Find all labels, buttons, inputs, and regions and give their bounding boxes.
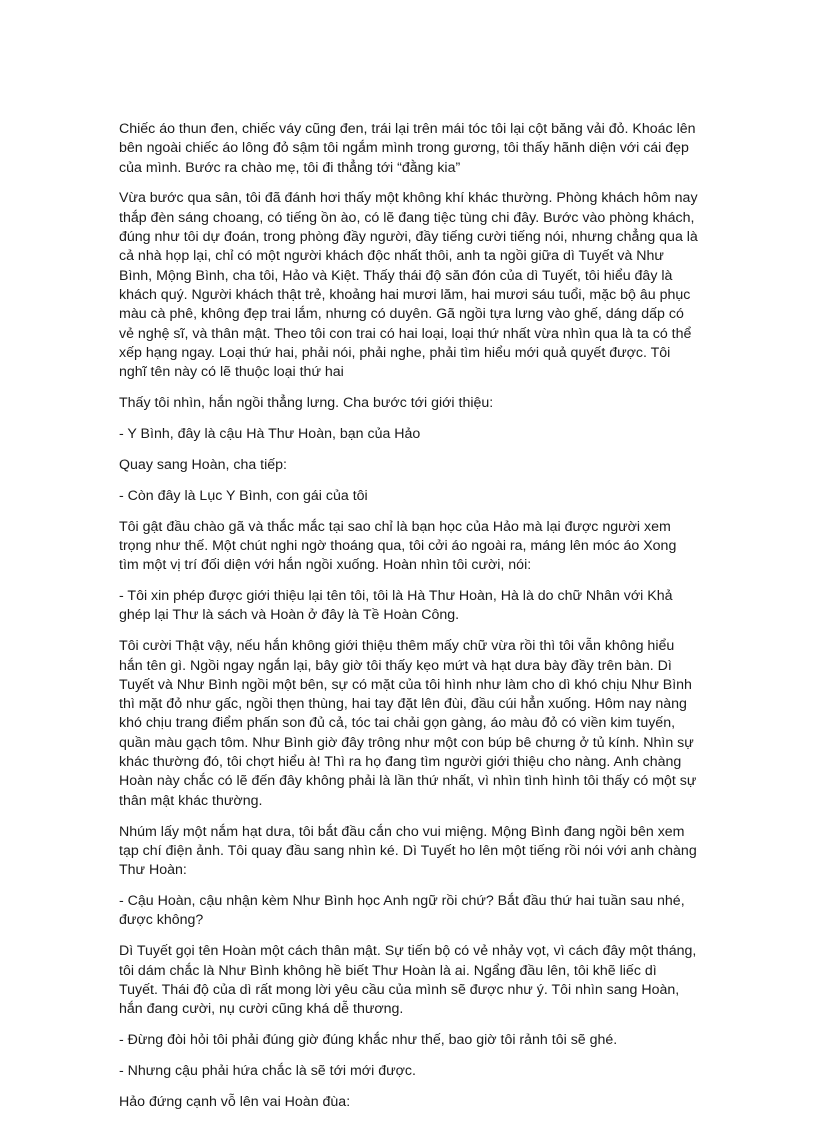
paragraph-greeting: Tôi gật đầu chào gã và thắc mắc tại sao chỉ là bạn học của Hảo mà lại được người xem trọng như thế. Một chút nghi ngờ thoáng qua, tôi cởi áo ngoài ra, máng lên móc áo Xong tìm một vị trí đối diện với hắn ngồi xuống. Hoàn nhìn tôi cười, nói: bbox=[119, 518, 677, 574]
paragraph-narration: Thấy tôi nhìn, hắn ngồi thẳng lưng. Cha bước tới giới thiệu: bbox=[119, 395, 494, 412]
document-page bbox=[119, 120, 698, 1124]
paragraph-realization: Tôi cười Thật vậy, nếu hắn không giới thiệu thêm mấy chữ vừa rồi thì tôi vẫn không hiểu hắn tên gì. Ngồi ngay ngắn lại, bây giờ tôi thấy kẹo mứt và hạt dưa bày đầy trên bàn. Dì Tuyết và Như Bình ngồi một bên, sự có mặt của tôi hình như làm cho dì khó chịu Như Bình thì mặt đỏ như gấc, ngồi thẹn thùng, hai tay đặt lên đùi, đầu cúi hẳn xuống. Hôm nay nàng khó chịu trang điểm phấn son đủ cả, tóc tai chải gọn gàng, áo màu đỏ có viền kim tuyến, quần màu gạch tôm. Như Bình giờ đây trông như một con búp bê chưng ở tủ kính. Nhìn sự khác thường đó, tôi chợt hiểu à! Thì ra họ đang tìm người giới thiệu cho nàng. Anh chàng Hoàn này chắc có lẽ đến đây không phải là lần thứ nhất, vì nhìn tình hình tôi thấy có một sự thân mật khác thường. bbox=[119, 638, 697, 809]
dialogue-line: - Đừng đòi hỏi tôi phải đúng giờ đúng khắc như thế, bao giờ tôi rảnh tôi sẽ ghé. bbox=[119, 1032, 618, 1048]
dialogue-line: - Còn đây là Lục Y Bình, con gái của tôi bbox=[119, 487, 368, 504]
paragraph-living-room: Vừa bước qua sân, tôi đã đánh hơi thấy một không khí khác thường. Phòng khách hôm nay thắp đèn sáng choang, có tiếng ồn ào, có lẽ đang tiệc tùng chi đây. Bước vào phòng khách, đúng như tôi dự đoán, trong phòng đầy người, đầy tiếng cười tiếng nói, nhưng chẳng qua là cả nhà họp lại, chỉ có một người khách độc nhất thôi, anh ta ngồi giữa dì Tuyết và Như Bình, Mộng Bình, cha tôi, Hảo và Kiệt. Thấy thái độ săn đón của dì Tuyết, tôi hiểu đây là khách quý. Người khách thật trẻ, khoảng hai mươi lăm, hai mươi sáu tuổi, mặc bộ âu phục màu cà phê, không đẹp trai lắm, nhưng có duyên. Gã ngồi tựa lưng vào ghế, dáng dấp có vẻ nghệ sĩ, và thân mật. Theo tôi con trai có hai loại, loại thứ nhất vừa nhìn qua là ta có thể xếp hạng ngay. Loại thứ hai, phải nói, phải nghe, phải tìm hiểu mới quả quyết được. Tôi nghĩ tên này có lẽ thuộc loại thứ hai bbox=[119, 190, 698, 381]
paragraph-narration: Quay sang Hoàn, cha tiếp: bbox=[119, 456, 287, 473]
dialogue-line: - Cậu Hoàn, cậu nhận kèm Như Bình học Anh ngữ rồi chứ? Bắt đầu thứ hai tuần sau nhé, được không? bbox=[119, 893, 685, 929]
paragraph-intro: Chiếc áo thun đen, chiếc váy cũng đen, trái lại trên mái tóc tôi lại cột băng vải đỏ. Khoác lên bên ngoài chiếc áo lông đỏ sậm tôi ngắm mình trong gương, tôi thấy hãnh diện với cái đẹp của mình. Bước ra chào mẹ, tôi đi thẳng tới “đằng kia” bbox=[119, 121, 696, 176]
dialogue-line: - Nhưng cậu phải hứa chắc là sẽ tới mới được. bbox=[119, 1062, 416, 1079]
paragraph-observation: Dì Tuyết gọi tên Hoàn một cách thân mật. Sự tiến bộ có vẻ nhảy vọt, vì cách đây một tháng, tôi dám chắc là Như Bình không hề biết Thư Hoàn là ai. Ngẩng đầu lên, tôi khẽ liếc dì Tuyết. Thái độ của dì rất mong lời yêu cầu của mình sẽ được như ý. Tôi nhìn sang Hoàn, hắn đang cười, nụ cười cũng khá dễ thương. bbox=[119, 943, 697, 1018]
dialogue-line: - Tôi xin phép được giới thiệu lại tên tôi, tôi là Hà Thư Hoàn, Hà là do chữ Nhân với Khả ghép lại Thư là sách và Hoàn ở đây là Tề Hoàn Công. bbox=[119, 588, 673, 624]
paragraph-melon-seeds: Nhúm lấy một nắm hạt dưa, tôi bắt đầu cắn cho vui miệng. Mộng Bình đang ngồi bên xem tạp chí điện ảnh. Tôi quay đầu sang nhìn ké. Dì Tuyết ho lên một tiếng rồi nói với anh chàng Thư Hoàn: bbox=[119, 823, 697, 879]
dialogue-line: - Y Bình, đây là cậu Hà Thư Hoàn, bạn của Hảo bbox=[119, 425, 421, 442]
paragraph-narration: Hảo đứng cạnh vỗ lên vai Hoàn đùa: bbox=[119, 1093, 351, 1110]
